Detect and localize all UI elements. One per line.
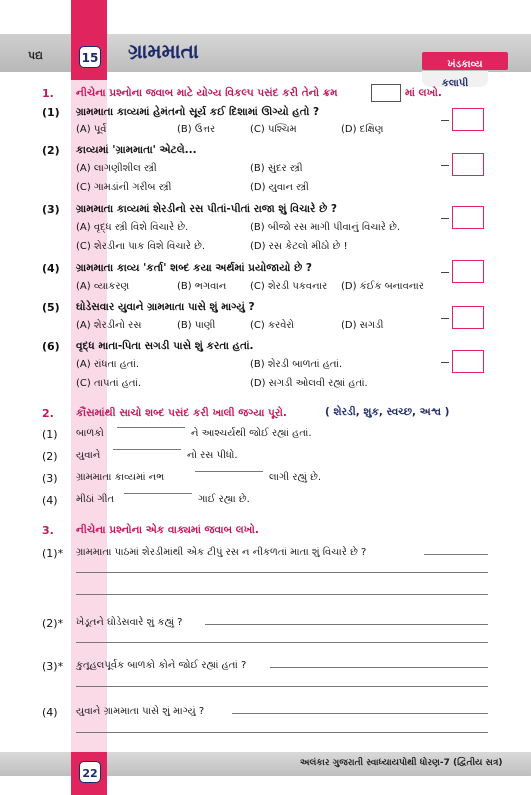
answer-box[interactable] — [452, 260, 484, 283]
answer-dash — [441, 272, 449, 273]
answer-number: (1)* — [42, 547, 64, 560]
option: (C) કરવેરો — [250, 320, 295, 331]
answer-box[interactable] — [452, 350, 484, 373]
fill-after: ગાઈ રહ્યા છે. — [198, 494, 250, 505]
fill-blank[interactable] — [117, 427, 185, 428]
word-bank: ( શેરડી, શુક, સ્વચ્છ, અશ્વ ) — [325, 406, 450, 418]
option: (A) વ્યાકરણ — [76, 281, 130, 292]
option: (C) શેરડીના પાક વિશે વિચારે છે. — [76, 241, 206, 252]
answer-box[interactable] — [452, 153, 484, 176]
answer-number: (2)* — [42, 617, 64, 630]
question-text: ગ્રામમાતા કાવ્યમાં હેમંતનો સૂર્ય કઈ દિશામાં ઊગ્યો હતો ? — [76, 106, 320, 118]
answer-dash — [441, 362, 449, 363]
option: (C) ગામડાંની ગરીબ સ્ત્રી — [76, 182, 172, 193]
option: (B) ભગવાન — [177, 281, 227, 292]
option: (D) કંઈક બનાવનાર — [341, 281, 424, 292]
section2-number: 2. — [42, 407, 54, 420]
page-number: 22 — [82, 767, 98, 780]
question-number: (2) — [42, 144, 60, 157]
section1-number: 1. — [42, 87, 54, 100]
fill-before: બાળકો — [76, 428, 104, 439]
question-text: વૃદ્ધ માતા-પિતા સગડી પાસે શું કરતા હતાં. — [76, 340, 254, 352]
question-number: (1) — [42, 106, 60, 119]
fill-before: ગ્રામમાતા કાવ્યમાં નભ — [76, 472, 165, 483]
option: (A) શેરડીનો રસ — [76, 320, 142, 331]
question-number: (4) — [42, 262, 60, 275]
option: (B) ઉત્તર — [177, 124, 216, 135]
answer-box[interactable] — [452, 206, 484, 229]
lesson-number: 15 — [81, 51, 99, 65]
option: (B) શેરડી બાળતાં હતાં. — [250, 359, 343, 370]
option: (D) રસ કેટલો મીઠો છે ! — [250, 241, 348, 252]
option: (D) દક્ષિણ — [341, 124, 384, 135]
option: (B) બીજો રસ માગી પીવાનું વિચારે છે. — [250, 222, 401, 233]
option: (C) તાપતાં હતાં. — [76, 378, 142, 389]
genre-badge — [422, 52, 508, 70]
answer-number: (4) — [42, 706, 58, 719]
book-title: અલંકાર ગુજરાતી સ્વાધ્યાયપોથી ધોરણ-7 (દ્વિતીય સત્ર) — [300, 758, 503, 768]
fill-before: મીઠાં ગીત — [76, 494, 115, 505]
fill-after: ને આશ્ચર્યથી જોઈ રહ્યાં હતાં. — [191, 428, 312, 439]
answer-line[interactable] — [270, 667, 488, 668]
section-label: પદ્ય — [28, 49, 43, 62]
page-number-badge — [79, 761, 101, 783]
fill-number: (4) — [42, 494, 58, 507]
answer-question: ખેડૂતને ઘોડેસવારે શું કહ્યું ? — [76, 617, 183, 628]
page-title: ગ્રામમાતા — [128, 39, 199, 63]
option: (B) સુંદર સ્ત્રી — [250, 163, 303, 174]
answer-line[interactable] — [76, 642, 488, 643]
fill-after: લાગી રહ્યું છે. — [269, 472, 322, 483]
author-name: કલાપી — [441, 78, 469, 89]
option: (D) સગડી ઓલવી રહ્યાં હતાં. — [250, 378, 368, 389]
instruction-answer-box — [371, 84, 401, 102]
option: (B) પાણી — [177, 320, 216, 331]
fill-number: (2) — [42, 450, 58, 463]
genre-label: ખંડકાવ્ય — [447, 59, 483, 70]
fill-blank[interactable] — [195, 471, 263, 472]
question-text: કાવ્યમાં 'ગ્રામમાતા' એટલે... — [76, 144, 197, 156]
answer-line[interactable] — [232, 713, 488, 714]
answer-box[interactable] — [452, 306, 484, 329]
answer-box[interactable] — [452, 108, 484, 131]
answer-question: ગ્રામમાતા પાઠમાં શેરડીમાંથી એક ટીપું રસ ન નીકળતાં માતા શું વિચારે છે ? — [76, 547, 367, 558]
section1-instruction-end: માં લખો. — [405, 87, 442, 99]
question-text: ગ્રામમાતા કાવ્ય 'કર્તા' શબ્દ કયા અર્થમાં પ્રયોજાયો છે ? — [76, 262, 312, 274]
option: (A) પૂર્વ — [76, 124, 107, 135]
option: (A) વૃદ્ધ સ્ત્રી વિશે વિચારે છે. — [76, 222, 189, 233]
question-text: ઘોડેસવાર યુવાને ગ્રામમાતા પાસે શું માગ્યું ? — [76, 301, 255, 313]
section2-instruction: કૌંસમાંથી સાચો શબ્દ પસંદ કરી ખાલી જગ્યા પૂરો. — [76, 407, 287, 419]
option: (C) પશ્ચિમ — [250, 124, 297, 135]
section1-instruction: નીચેના પ્રશ્નોના જવાબ માટે યોગ્ય વિકલ્પ પસંદ કરી તેનો ક્રમ — [76, 87, 338, 99]
question-number: (5) — [42, 301, 60, 314]
fill-after: નો રસ પીધો. — [187, 450, 238, 461]
option: (A) લાગણીશીલ સ્ત્રી — [76, 163, 157, 174]
answer-line[interactable] — [76, 572, 488, 573]
fill-blank[interactable] — [124, 493, 192, 494]
answer-line[interactable] — [76, 594, 488, 595]
option: (D) યુવાન સ્ત્રી — [250, 182, 309, 193]
fill-number: (3) — [42, 472, 58, 485]
answer-question: કુતૂહલપૂર્વક બાળકો કોને જોઈ રહ્યાં હતાં ? — [76, 660, 247, 671]
answer-dash — [441, 218, 449, 219]
section3-instruction: નીચેના પ્રશ્નોના એક વાક્યમાં જવાબ લખો. — [76, 524, 259, 536]
question-number: (6) — [42, 340, 60, 353]
answer-line[interactable] — [76, 732, 488, 733]
question-number: (3) — [42, 203, 60, 216]
option: (C) શેરડી પકવનાર — [250, 281, 328, 292]
header-pink-tab — [71, 0, 107, 80]
fill-number: (1) — [42, 428, 58, 441]
answer-dash — [441, 120, 449, 121]
fill-blank[interactable] — [113, 449, 181, 450]
section3-number: 3. — [42, 524, 54, 537]
answer-dash — [441, 165, 449, 166]
answer-line[interactable] — [424, 554, 488, 555]
answer-line[interactable] — [76, 686, 488, 687]
header-accent-strip — [71, 0, 107, 795]
option: (A) રાંધતા હતાં. — [76, 359, 140, 370]
answer-dash — [441, 318, 449, 319]
option: (D) સગડી — [341, 320, 384, 331]
author-badge — [422, 71, 488, 87]
question-text: ગ્રામમાતા કાવ્યમાં શેરડીનો રસ પીતાં-પીતાં રાજા શું વિચારે છે ? — [76, 203, 338, 215]
answer-line[interactable] — [205, 624, 488, 625]
answer-number: (3)* — [42, 660, 64, 673]
fill-before: યુવાને — [76, 450, 101, 461]
answer-question: યુવાને ગ્રામમાતા પાસે શું માગ્યું ? — [76, 706, 205, 717]
lesson-number-badge — [79, 46, 101, 68]
